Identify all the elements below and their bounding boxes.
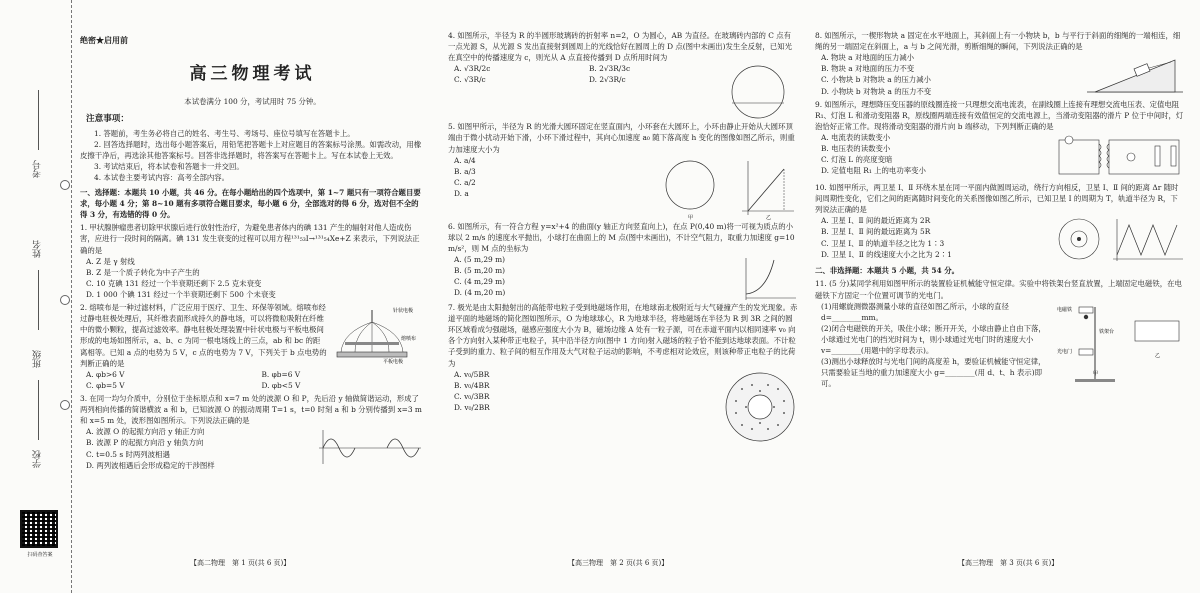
question-4 <box>448 30 798 86</box>
question-stem: 4. 如图所示，半径为 R 的半圆形玻璃砖的折射率 n=2，O 为圆心，AB 为直径。在玻璃砖内部的 C 点有一点光源 S，从光源 S 发出直接射到圆周上的光线恰好在圆周上的 D 点(图中未画出)发生全反射，已知光在真空中的传播速度为 c，则光从 A 点直接传播到 D 点所用时间为 <box>448 31 792 63</box>
sub-question: (3)测出小球释放时与光电门间的高度差 h，要验证机械能守恒定律，只需要验证当地的重力加速度大小 g=________(用 d、t、h 表示)即可。 <box>821 357 1046 389</box>
page-footer: 【高三物理 第 3 页(共 6 页)】 <box>958 559 1059 567</box>
exam-subtitle: 本试卷满分 100 分，考试用时 75 分钟。 <box>184 96 321 106</box>
option: A. (5 m,29 m) <box>454 254 505 264</box>
option: A. φb>6 V <box>86 369 125 379</box>
binding-hole <box>60 400 70 410</box>
option: C. t=0.5 s 时两列波相遇 <box>86 449 170 459</box>
binding-line <box>38 90 39 150</box>
question-3 <box>80 393 425 471</box>
school-label: 学校 <box>33 450 43 468</box>
fig-label: 甲 <box>688 214 694 221</box>
option: B. 卫星 Ⅰ、Ⅱ 间的最远距离为 5R <box>821 227 931 237</box>
notice-item: 1. 答题前，考生务必将自己的姓名、考生号、考场号、座位号填写在答题卡上。 <box>94 128 355 138</box>
question-stem: 3. 在同一均匀介质中，分别位于坐标原点和 x=7 m 处的波源 O 和 P，先后沿 y 轴做简谐运动，形成了两列相向传播的简谐横波 a 和 b，已知波源 O 的振动周期 T=1 s，t=0 时刻 a 和 b 分别传播到 x=3 m 和 x=5 m 处，波形图如图所示。下列说法正确的是 <box>80 394 422 426</box>
sub-question: (1)用螺旋测微器测量小球的直径如图乙所示，小球的直径 d=________mm。 <box>821 301 1009 322</box>
exam-no-label: 考号 <box>33 160 43 178</box>
option: B. 2√3R/3c <box>589 64 631 74</box>
question-stem: 2. 熔喷布是一种过滤材料，广泛应用于医疗、卫生、环保等领域。熔喷布经过静电驻极处理后，其纤维表面形成持久的静电场，可以将微粒吸附在纤维中的微小颗粒，提高过滤效率。静电驻极处理装置中针状电极与平板电极间形成的电场如图所示，a、b、c 为同一根电场线上的三点，ab 和 bc 的距离相等。已知 a 点的电势为 5 V，c 点的电势为 7 V，下列关于 b 点电势的判断正确的是 <box>80 303 327 368</box>
question-stem: 7. 极光是由太阳抛射出的高能带电粒子受到地磁场作用，在地球南北极附近与大气碰撞产生的发光现象。赤道平面的地磁场的简化图如图所示，O 为地球球心，R 为地球半径，将地磁场在半径为 R 到 3R 之间的圆环区域看成匀强磁场，磁感应强度大小为 B，磁场边缘 A 处有一粒子源，可在赤道平面内以相同速率 v₀ 向各个方向射入某种带正电粒子，其中沿半径方向(图中 1 方向)射入磁场的粒子恰不能到达地球表面。不计粒子受到的重力、粒子间的相互作用及大气对粒子运动的影响，不考虑相对论效应，则该种带正电粒子的比荷为 <box>448 302 798 368</box>
page-footer: 【高二物理 第 1 页(共 6 页)】 <box>190 559 291 567</box>
satellite-figure <box>1055 215 1185 265</box>
notice-block <box>80 113 425 183</box>
question-6 <box>448 221 798 299</box>
fig-label: 乙 <box>766 214 772 221</box>
ring-figure <box>658 155 798 221</box>
option: B. 电压表的读数变小 <box>821 144 891 154</box>
option: D. 定值电阻 R₁ 上的电功率变小 <box>821 166 926 176</box>
curve-figure <box>738 254 798 302</box>
option: A. 卫星 Ⅰ、Ⅱ 间的最近距离为 2R <box>821 216 931 226</box>
fig-label: 熔喷布 <box>401 336 417 343</box>
binding-line <box>38 380 39 440</box>
apparatus-figure <box>1055 301 1185 383</box>
sub-question: (2)闭合电磁铁的开关，吸住小球；断开开关，小球由静止自由下落，小球通过光电门的挡光时间为 t，则小球通过光电门时的速度大小 v=________(用题中的字母表示)。 <box>821 323 1046 356</box>
magnetic-field-figure <box>722 369 798 445</box>
question-stem: 1. 甲状腺肿瘤患者切除甲状腺后进行放射性治疗，为避免患者体内的碘 131 产生的辐射对他人造成伤害，应进行一段时间的隔离。碘 131 发生衰变的过程可以用方程¹³¹₅₃I→¹³¹₅₄Xe+Z 来表示，下列说法正确的是 <box>80 223 420 255</box>
binding-hole <box>60 295 70 305</box>
fig-label: 平板电极 <box>383 359 404 365</box>
exam-title: 高三物理考试 <box>189 64 316 84</box>
electrode-figure <box>333 302 425 364</box>
fig-label: 乙 <box>1155 352 1161 359</box>
question-8 <box>815 30 1185 97</box>
option: A. 波源 O 的起振方向沿 y 轴正方向 <box>86 427 205 437</box>
question-9 <box>815 99 1185 177</box>
question-1 <box>80 222 425 300</box>
binding-strip <box>0 0 72 593</box>
fig-label: 电磁铁 <box>1057 306 1073 313</box>
notice-item: 3. 考试结束后，将本试卷和答题卡一并交回。 <box>94 161 244 171</box>
qr-caption: 扫码查答案 <box>27 552 53 558</box>
notice-item: 4. 本试卷主要考试内容：高考全部内容。 <box>94 172 230 182</box>
page-3-column <box>815 28 1185 568</box>
option: D. 1 000 个碘 131 经过一个半衰期还剩下 500 个未衰变 <box>86 290 276 300</box>
question-2 <box>80 302 425 391</box>
question-5 <box>448 121 798 221</box>
option: B. 物块 a 对地面的压力不变 <box>821 64 915 74</box>
option: A. Z 是 γ 射线 <box>86 256 135 266</box>
notice-item: 2. 回答选择题时，选出每小题答案后，用铅笔把答题卡上对应题目的答案标号涂黑。如需改动，用橡皮擦干净后，再选涂其他答案标号。回答非选择题时，将答案写在答题卡上。写在本试卷上无效。 <box>80 139 422 160</box>
page-1-column <box>80 28 425 568</box>
transformer-figure <box>1055 132 1185 182</box>
option: C. 灯泡 L 的亮度变暗 <box>821 155 893 165</box>
question-10 <box>815 182 1185 260</box>
qr-code-icon[interactable] <box>20 510 58 548</box>
question-stem: 8. 如图所示，一楔形物块 a 固定在水平地面上，其斜面上有一小物块 b，b 与平行于斜面的细绳的一端相连，细绳的另一端固定在斜面上，a 与 b 之间光滑，剪断细绳的瞬间，下列说法正确的是 <box>815 31 1181 52</box>
question-stem: 6. 如图所示，有一符合方程 y=x²+4 的曲面(y 轴正方向竖直向上)，在点 P(0,40 m)将一可视为质点的小球以 2 m/s 的速度水平抛出，小球打在曲面上的 M 点(图中未画出)，不计空气阻力，取重力加速度 g=10 m/s²，则 M 点的坐标为 <box>448 221 795 253</box>
option: B. φb=6 V <box>261 369 301 379</box>
binding-hole <box>60 180 70 190</box>
option: C. v₀/3BR <box>454 391 490 401</box>
option: C. 卫星 Ⅰ、Ⅱ 的轨道半径之比为 1∶3 <box>821 238 945 248</box>
name-label: 姓名 <box>33 240 43 258</box>
page-2-column <box>448 28 798 568</box>
option: B. a/3 <box>454 166 476 176</box>
option: A. a/4 <box>454 155 476 165</box>
option-row <box>80 380 425 391</box>
option: D. (4 m,20 m) <box>454 288 506 298</box>
question-stem: 9. 如图所示，理想降压变压器的原线圈连接一只理想交流电流表，在副线圈上连接有理想交流电压表、定值电阻 R₁、灯泡 L 和滑动变阻器 R，原线圈两端连接有效值恒定的交流电源上，当滑动变阻器的滑片 P 位于中间时，灯泡恰好正常工作。现将滑动变阻器的滑片向 b 端移动，下列判断正确的是 <box>815 99 1184 131</box>
question-stem: 5. 如图甲所示，半径为 R 的光滑大圆环固定在竖直面内，小环套在大圆环上，小环由静止开始从大圆环顶端由于微小扰动开始下滑，小环下滑过程中，其向心加速度 a₀ 随下落高度 h 变化的图像如图乙所示，则重力加速度大小为 <box>448 122 795 154</box>
question-7 <box>448 302 798 413</box>
question-stem: 11. (5 分)某同学利用如图甲所示的装置验证机械能守恒定律。实验中将铁架台竖直放置，上端固定电磁铁，在电磁铁下方固定一个位置可调节的光电门。 <box>815 279 1182 300</box>
section-1-heading: 一、选择题：本题共 10 小题，共 46 分。在每小题给出的四个选项中，第 1~7 题只有一项符合题目要求，每小题 4 分；第 8~10 题有多项符合题目要求，每小题 6 分，全部选对的得 6 分，选对但不全的得 3 分，有选错的得 0 分。 <box>80 188 421 220</box>
option: D. 2√3R/c <box>589 75 626 85</box>
fig-label: 光电门 <box>1057 348 1073 355</box>
fig-label: 铁架台 <box>1099 328 1115 335</box>
option: D. v₀/2BR <box>454 402 490 412</box>
option: D. a <box>454 188 469 198</box>
option: C. φb=5 V <box>86 380 125 390</box>
option: D. 卫星 Ⅰ、Ⅱ 的线速度大小之比为 2∶1 <box>821 249 952 259</box>
option: D. φb<5 V <box>261 380 301 390</box>
option: B. (5 m,20 m) <box>454 266 506 276</box>
fig-label: 甲 <box>1093 370 1099 377</box>
option-row <box>80 369 425 380</box>
option: D. 小物块 b 对物块 a 的压力不变 <box>821 86 932 96</box>
semicircle-figure <box>718 63 798 121</box>
option: A. √3R/2c <box>454 64 491 74</box>
option: C. a/2 <box>454 177 476 187</box>
option: B. v₀/4BR <box>454 380 490 390</box>
option: D. 两列波相遇后会形成稳定的干涉图样 <box>86 460 215 470</box>
option-row <box>448 63 712 74</box>
option-row <box>448 74 712 85</box>
option: C. (4 m,29 m) <box>454 277 506 287</box>
option: A. v₀/5BR <box>454 369 490 379</box>
option: C. √3R/c <box>454 75 486 85</box>
question-stem: 10. 如图甲所示，两卫星 Ⅰ、Ⅱ 环绕木星在同一平面内做圆周运动，绕行方向相反，卫星 Ⅰ、Ⅱ 间的距离 Δr 随时间周期性变化，它们之间的距离随时间变化的关系图像如图乙所示，已知卫星 Ⅰ 的周期为 T，轨道半径为 R，下列说法正确的是 <box>815 182 1179 215</box>
option: B. 波源 P 的起振方向沿 y 轴负方向 <box>86 438 204 448</box>
page-footer: 【高三物理 第 2 页(共 6 页)】 <box>568 559 669 567</box>
class-label: 班级 <box>33 350 43 368</box>
fig-label: 针状电极 <box>393 308 414 315</box>
section-2-heading: 二、非选择题：本题共 5 小题，共 54 分。 <box>815 266 959 276</box>
option: C. 10 克碘 131 经过一个半衰期还剩下 2.5 克未衰变 <box>86 278 262 288</box>
binding-line <box>38 270 39 330</box>
option: B. Z 是一个质子转化为中子产生的 <box>86 267 200 277</box>
notice-heading: 注意事项： <box>86 113 129 124</box>
option: A. 物块 a 对地面的压力减小 <box>821 53 915 63</box>
secret-mark: 绝密★启用前 <box>80 35 128 45</box>
option: C. 小物块 b 对物块 a 的压力减小 <box>821 75 931 85</box>
question-11 <box>815 278 1185 389</box>
wedge-figure <box>1085 52 1185 96</box>
wave-figure <box>315 426 425 466</box>
option: A. 电流表的读数变小 <box>821 132 891 142</box>
